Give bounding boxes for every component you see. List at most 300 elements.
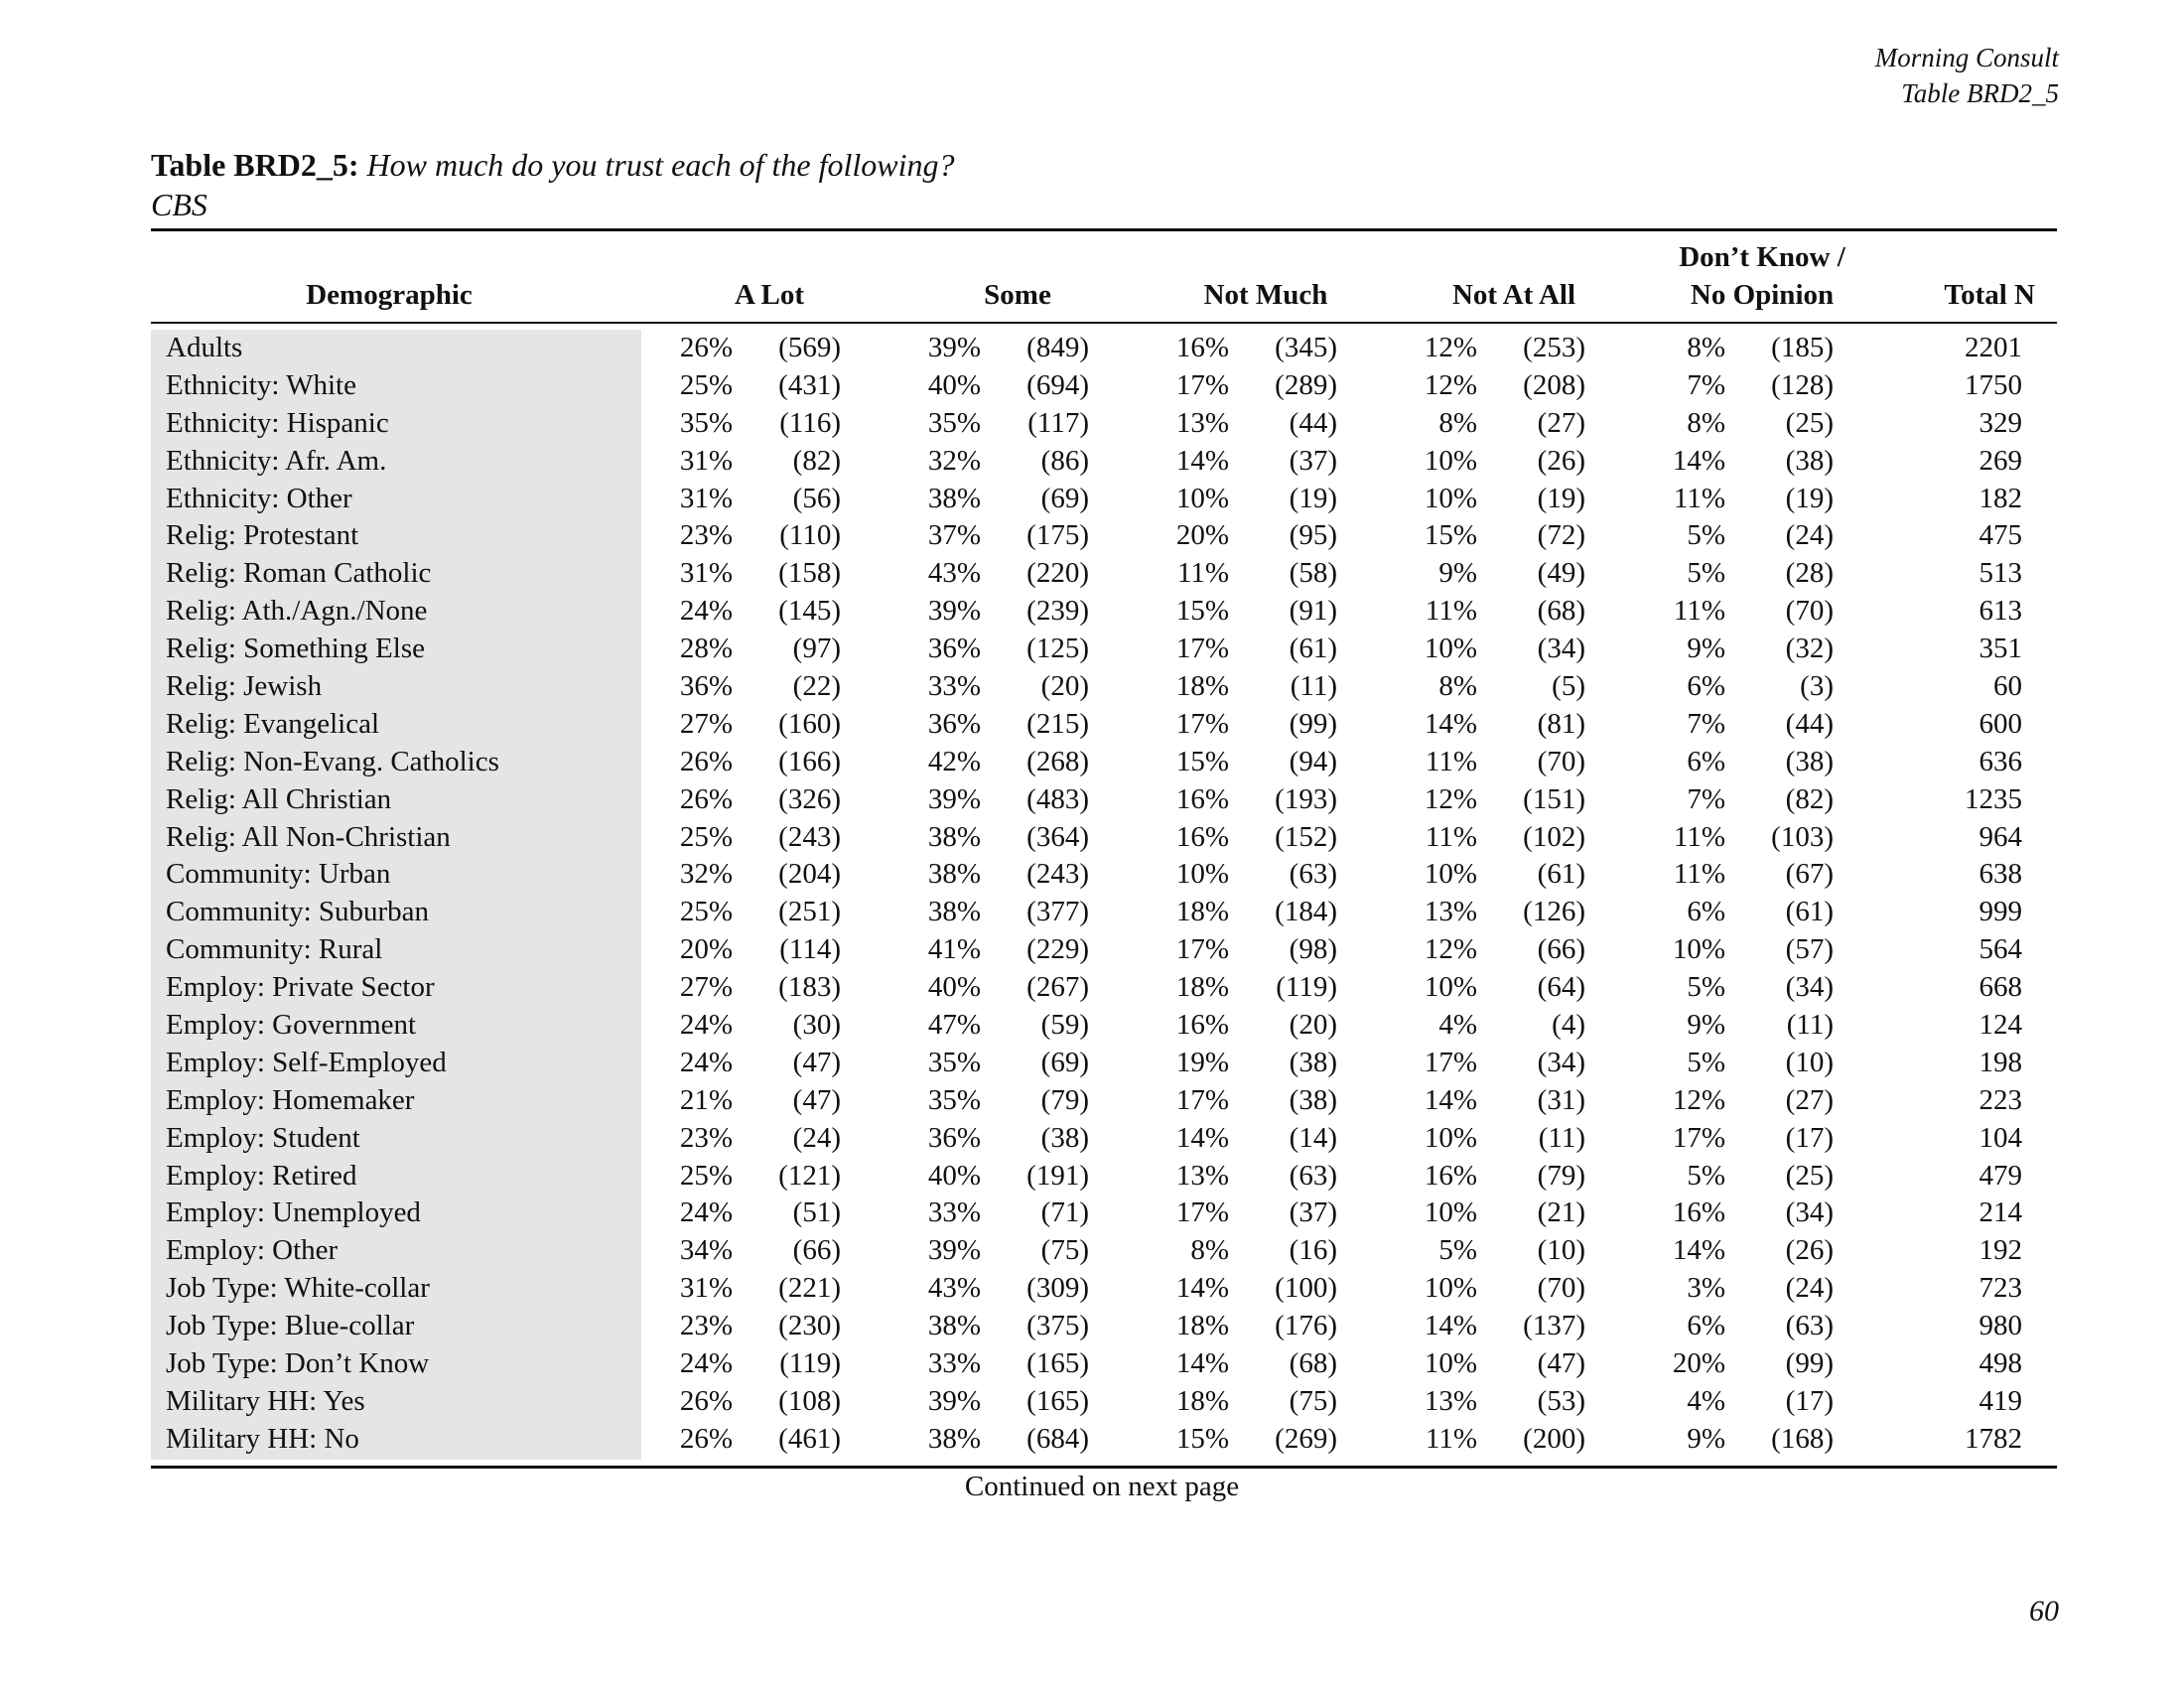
percent-cell: 39% bbox=[927, 782, 981, 815]
percent-cell: 8% bbox=[1687, 406, 1725, 439]
table-row bbox=[151, 781, 2057, 819]
percent-cell: 4% bbox=[1438, 1009, 1477, 1042]
percent-cell: 10% bbox=[1424, 1272, 1477, 1305]
count-cell: (151) bbox=[1523, 782, 1585, 815]
percent-cell: 40% bbox=[927, 368, 981, 401]
count-cell: (5) bbox=[1552, 670, 1585, 703]
percent-cell: 10% bbox=[1424, 482, 1477, 514]
count-cell: (145) bbox=[778, 595, 841, 628]
percent-cell: 13% bbox=[1424, 896, 1477, 928]
percent-cell: 11% bbox=[1425, 595, 1477, 628]
count-cell: (152) bbox=[1275, 820, 1337, 853]
percent-cell: 18% bbox=[1175, 971, 1229, 1004]
total-n-cell: 1750 bbox=[1965, 368, 2022, 401]
count-cell: (11) bbox=[1290, 670, 1337, 703]
table-row bbox=[151, 969, 2057, 1007]
percent-cell: 14% bbox=[1424, 1083, 1477, 1116]
percent-cell: 16% bbox=[1175, 332, 1229, 363]
count-cell: (22) bbox=[792, 670, 841, 703]
count-cell: (26) bbox=[1537, 444, 1585, 477]
percent-cell: 15% bbox=[1175, 595, 1229, 628]
percent-cell: 37% bbox=[927, 519, 981, 552]
col-dont-know bbox=[1648, 238, 1876, 314]
count-cell: (128) bbox=[1771, 368, 1834, 401]
row-label: Job Type: White-collar bbox=[166, 1272, 430, 1305]
count-cell: (64) bbox=[1537, 971, 1585, 1004]
percent-cell: 27% bbox=[679, 707, 733, 740]
count-cell: (94) bbox=[1289, 745, 1337, 777]
table-row bbox=[151, 1270, 2057, 1308]
percent-cell: 9% bbox=[1687, 633, 1725, 665]
percent-cell: 28% bbox=[679, 633, 733, 665]
count-cell: (24) bbox=[1785, 1272, 1834, 1305]
count-cell: (28) bbox=[1785, 557, 1834, 590]
count-cell: (103) bbox=[1771, 820, 1834, 853]
total-n-cell: 269 bbox=[1979, 444, 2022, 477]
percent-cell: 13% bbox=[1175, 1159, 1229, 1192]
count-cell: (82) bbox=[792, 444, 841, 477]
total-n-cell: 1235 bbox=[1965, 782, 2022, 815]
percent-cell: 24% bbox=[679, 1196, 733, 1229]
count-cell: (99) bbox=[1785, 1347, 1834, 1380]
percent-cell: 10% bbox=[1175, 482, 1229, 514]
count-cell: (220) bbox=[1026, 557, 1089, 590]
row-label: Relig: Protestant bbox=[166, 519, 359, 552]
table-row bbox=[151, 1082, 2057, 1120]
col-a-lot: A Lot bbox=[734, 279, 805, 311]
total-n-cell: 198 bbox=[1979, 1046, 2022, 1078]
percent-cell: 8% bbox=[1190, 1234, 1229, 1267]
percent-cell: 11% bbox=[1425, 745, 1477, 777]
percent-cell: 16% bbox=[1175, 820, 1229, 853]
total-n-cell: 564 bbox=[1979, 933, 2022, 966]
percent-cell: 41% bbox=[927, 933, 981, 966]
row-label: Employ: Retired bbox=[166, 1159, 357, 1192]
percent-cell: 33% bbox=[927, 1196, 981, 1229]
percent-cell: 17% bbox=[1175, 368, 1229, 401]
count-cell: (30) bbox=[792, 1009, 841, 1042]
total-n-cell: 223 bbox=[1979, 1083, 2022, 1116]
count-cell: (168) bbox=[1771, 1422, 1834, 1455]
table-id: Table BRD2_5 bbox=[1901, 78, 2059, 108]
percent-cell: 12% bbox=[1424, 782, 1477, 815]
percent-cell: 36% bbox=[927, 1121, 981, 1154]
percent-cell: 35% bbox=[927, 406, 981, 439]
count-cell: (215) bbox=[1026, 707, 1089, 740]
table-row bbox=[151, 593, 2057, 631]
percent-cell: 12% bbox=[1424, 368, 1477, 401]
row-label: Employ: Homemaker bbox=[166, 1083, 415, 1116]
count-cell: (56) bbox=[792, 482, 841, 514]
count-cell: (25) bbox=[1785, 406, 1834, 439]
table-row bbox=[151, 1045, 2057, 1082]
count-cell: (82) bbox=[1785, 782, 1834, 815]
count-cell: (849) bbox=[1026, 332, 1089, 363]
count-cell: (79) bbox=[1537, 1159, 1585, 1192]
percent-cell: 9% bbox=[1687, 1422, 1725, 1455]
table-row bbox=[151, 1345, 2057, 1383]
count-cell: (200) bbox=[1523, 1422, 1585, 1455]
percent-cell: 25% bbox=[679, 820, 733, 853]
count-cell: (34) bbox=[1537, 633, 1585, 665]
percent-cell: 27% bbox=[679, 971, 733, 1004]
percent-cell: 14% bbox=[1672, 1234, 1725, 1267]
count-cell: (38) bbox=[1040, 1121, 1089, 1154]
total-n-cell: 419 bbox=[1979, 1384, 2022, 1417]
title-subject: CBS bbox=[151, 187, 207, 222]
table-row bbox=[151, 405, 2057, 443]
count-cell: (61) bbox=[1537, 858, 1585, 891]
count-cell: (251) bbox=[778, 896, 841, 928]
total-n-cell: 2201 bbox=[1965, 332, 2022, 363]
count-cell: (483) bbox=[1026, 782, 1089, 815]
percent-cell: 10% bbox=[1424, 858, 1477, 891]
count-cell: (32) bbox=[1785, 633, 1834, 665]
count-cell: (19) bbox=[1537, 482, 1585, 514]
count-cell: (47) bbox=[792, 1046, 841, 1078]
percent-cell: 20% bbox=[1175, 519, 1229, 552]
row-label: Relig: Non-Evang. Catholics bbox=[166, 745, 499, 777]
count-cell: (71) bbox=[1040, 1196, 1089, 1229]
count-cell: (116) bbox=[779, 406, 841, 439]
percent-cell: 13% bbox=[1424, 1384, 1477, 1417]
percent-cell: 17% bbox=[1672, 1121, 1725, 1154]
count-cell: (166) bbox=[778, 745, 841, 777]
count-cell: (158) bbox=[778, 557, 841, 590]
count-cell: (81) bbox=[1537, 707, 1585, 740]
table-row bbox=[151, 819, 2057, 857]
total-n-cell: 980 bbox=[1979, 1310, 2022, 1342]
percent-cell: 26% bbox=[679, 745, 733, 777]
count-cell: (126) bbox=[1523, 896, 1585, 928]
count-cell: (11) bbox=[1538, 1121, 1585, 1154]
table-row bbox=[151, 517, 2057, 555]
count-cell: (38) bbox=[1289, 1046, 1337, 1078]
count-cell: (121) bbox=[778, 1159, 841, 1192]
count-cell: (119) bbox=[779, 1347, 841, 1380]
header-rule bbox=[151, 322, 2057, 324]
total-n-cell: 124 bbox=[1979, 1009, 2022, 1042]
count-cell: (63) bbox=[1785, 1310, 1834, 1342]
percent-cell: 10% bbox=[1672, 933, 1725, 966]
count-cell: (66) bbox=[792, 1234, 841, 1267]
count-cell: (239) bbox=[1026, 595, 1089, 628]
count-cell: (47) bbox=[792, 1083, 841, 1116]
percent-cell: 47% bbox=[927, 1009, 981, 1042]
percent-cell: 10% bbox=[1424, 971, 1477, 1004]
count-cell: (63) bbox=[1289, 858, 1337, 891]
percent-cell: 14% bbox=[1424, 1310, 1477, 1342]
row-label: Employ: Unemployed bbox=[166, 1196, 421, 1229]
percent-cell: 31% bbox=[679, 557, 733, 590]
percent-cell: 39% bbox=[927, 595, 981, 628]
page-number: 60 bbox=[2029, 1595, 2059, 1627]
data-table bbox=[151, 330, 2057, 1459]
count-cell: (57) bbox=[1785, 933, 1834, 966]
count-cell: (309) bbox=[1026, 1272, 1089, 1305]
count-cell: (58) bbox=[1289, 557, 1337, 590]
count-cell: (326) bbox=[778, 782, 841, 815]
total-n-cell: 192 bbox=[1979, 1234, 2022, 1267]
percent-cell: 5% bbox=[1687, 519, 1725, 552]
total-n-cell: 60 bbox=[1993, 670, 2022, 703]
count-cell: (117) bbox=[1027, 406, 1089, 439]
count-cell: (204) bbox=[778, 858, 841, 891]
total-n-cell: 600 bbox=[1979, 707, 2022, 740]
table-row bbox=[151, 706, 2057, 744]
percent-cell: 38% bbox=[927, 820, 981, 853]
table-row bbox=[151, 894, 2057, 931]
count-cell: (193) bbox=[1275, 782, 1337, 815]
count-cell: (68) bbox=[1289, 1347, 1337, 1380]
count-cell: (20) bbox=[1040, 670, 1089, 703]
count-cell: (184) bbox=[1275, 896, 1337, 928]
percent-cell: 12% bbox=[1424, 933, 1477, 966]
percent-cell: 5% bbox=[1687, 971, 1725, 1004]
row-label: Relig: Jewish bbox=[166, 670, 323, 703]
count-cell: (24) bbox=[792, 1121, 841, 1154]
percent-cell: 16% bbox=[1175, 1009, 1229, 1042]
row-label: Adults bbox=[166, 332, 243, 363]
percent-cell: 5% bbox=[1438, 1234, 1477, 1267]
percent-cell: 6% bbox=[1687, 1310, 1725, 1342]
total-n-cell: 964 bbox=[1979, 820, 2022, 853]
count-cell: (97) bbox=[792, 633, 841, 665]
percent-cell: 14% bbox=[1672, 444, 1725, 477]
count-cell: (98) bbox=[1289, 933, 1337, 966]
total-n-cell: 475 bbox=[1979, 519, 2022, 552]
row-label: Ethnicity: Afr. Am. bbox=[166, 444, 387, 477]
count-cell: (20) bbox=[1289, 1009, 1337, 1042]
top-rule bbox=[151, 228, 2057, 231]
count-cell: (125) bbox=[1026, 633, 1089, 665]
count-cell: (694) bbox=[1026, 368, 1089, 401]
row-label: Relig: All Christian bbox=[166, 782, 392, 815]
percent-cell: 18% bbox=[1175, 670, 1229, 703]
count-cell: (160) bbox=[778, 707, 841, 740]
percent-cell: 24% bbox=[679, 1046, 733, 1078]
percent-cell: 5% bbox=[1687, 1159, 1725, 1192]
count-cell: (345) bbox=[1275, 332, 1337, 363]
percent-cell: 17% bbox=[1175, 707, 1229, 740]
percent-cell: 21% bbox=[679, 1083, 733, 1116]
table-row bbox=[151, 481, 2057, 518]
table-row bbox=[151, 330, 2057, 367]
percent-cell: 10% bbox=[1424, 633, 1477, 665]
count-cell: (176) bbox=[1275, 1310, 1337, 1342]
total-n-cell: 329 bbox=[1979, 406, 2022, 439]
percent-cell: 35% bbox=[927, 1083, 981, 1116]
count-cell: (70) bbox=[1537, 745, 1585, 777]
count-cell: (31) bbox=[1537, 1083, 1585, 1116]
percent-cell: 38% bbox=[927, 1310, 981, 1342]
count-cell: (119) bbox=[1276, 971, 1337, 1004]
row-label: Job Type: Blue-collar bbox=[166, 1310, 415, 1342]
percent-cell: 3% bbox=[1687, 1272, 1725, 1305]
percent-cell: 12% bbox=[1424, 332, 1477, 363]
col-demographic: Demographic bbox=[306, 279, 473, 311]
count-cell: (38) bbox=[1785, 444, 1834, 477]
count-cell: (175) bbox=[1026, 519, 1089, 552]
count-cell: (72) bbox=[1537, 519, 1585, 552]
count-cell: (16) bbox=[1289, 1234, 1337, 1267]
table-row bbox=[151, 1308, 2057, 1345]
count-cell: (34) bbox=[1785, 971, 1834, 1004]
count-cell: (44) bbox=[1785, 707, 1834, 740]
percent-cell: 39% bbox=[927, 1234, 981, 1267]
count-cell: (114) bbox=[779, 933, 841, 966]
count-cell: (61) bbox=[1785, 896, 1834, 928]
col-not-much: Not Much bbox=[1203, 279, 1328, 311]
report-header bbox=[1875, 40, 2059, 111]
percent-cell: 11% bbox=[1673, 858, 1725, 891]
count-cell: (91) bbox=[1289, 595, 1337, 628]
percent-cell: 42% bbox=[927, 745, 981, 777]
count-cell: (11) bbox=[1786, 1009, 1834, 1042]
percent-cell: 15% bbox=[1424, 519, 1477, 552]
row-label: Relig: All Non-Christian bbox=[166, 820, 451, 853]
count-cell: (3) bbox=[1800, 670, 1834, 703]
table-row bbox=[151, 555, 2057, 593]
percent-cell: 17% bbox=[1424, 1046, 1477, 1078]
count-cell: (208) bbox=[1523, 368, 1585, 401]
percent-cell: 38% bbox=[927, 858, 981, 891]
col-dont-know-line1: Don’t Know / bbox=[1679, 241, 1845, 273]
count-cell: (185) bbox=[1771, 332, 1834, 363]
count-cell: (69) bbox=[1040, 482, 1089, 514]
total-n-cell: 636 bbox=[1979, 745, 2022, 777]
percent-cell: 11% bbox=[1673, 595, 1725, 628]
percent-cell: 10% bbox=[1175, 858, 1229, 891]
percent-cell: 17% bbox=[1175, 933, 1229, 966]
percent-cell: 38% bbox=[927, 1422, 981, 1455]
count-cell: (70) bbox=[1537, 1272, 1585, 1305]
percent-cell: 8% bbox=[1438, 670, 1477, 703]
percent-cell: 7% bbox=[1687, 707, 1725, 740]
col-dont-know-line2: No Opinion bbox=[1690, 279, 1835, 311]
count-cell: (37) bbox=[1289, 444, 1337, 477]
percent-cell: 24% bbox=[679, 1009, 733, 1042]
count-cell: (63) bbox=[1289, 1159, 1337, 1192]
percent-cell: 7% bbox=[1687, 368, 1725, 401]
percent-cell: 7% bbox=[1687, 782, 1725, 815]
row-label: Employ: Private Sector bbox=[166, 971, 435, 1004]
percent-cell: 23% bbox=[679, 1121, 733, 1154]
count-cell: (59) bbox=[1040, 1009, 1089, 1042]
percent-cell: 11% bbox=[1673, 482, 1725, 514]
count-cell: (75) bbox=[1040, 1234, 1089, 1267]
total-n-cell: 638 bbox=[1979, 858, 2022, 891]
col-some: Some bbox=[984, 279, 1051, 311]
count-cell: (66) bbox=[1537, 933, 1585, 966]
count-cell: (26) bbox=[1785, 1234, 1834, 1267]
table-row bbox=[151, 1158, 2057, 1196]
total-n-cell: 351 bbox=[1979, 633, 2022, 665]
count-cell: (38) bbox=[1289, 1083, 1337, 1116]
count-cell: (14) bbox=[1289, 1121, 1337, 1154]
table-row bbox=[151, 744, 2057, 781]
percent-cell: 36% bbox=[927, 633, 981, 665]
percent-cell: 43% bbox=[927, 557, 981, 590]
title-label: Table BRD2_5: bbox=[151, 147, 359, 183]
count-cell: (110) bbox=[779, 519, 841, 552]
percent-cell: 19% bbox=[1175, 1046, 1229, 1078]
count-cell: (37) bbox=[1289, 1196, 1337, 1229]
percent-cell: 24% bbox=[679, 595, 733, 628]
row-label: Community: Suburban bbox=[166, 896, 430, 928]
percent-cell: 25% bbox=[679, 896, 733, 928]
percent-cell: 14% bbox=[1175, 1272, 1229, 1305]
percent-cell: 20% bbox=[1672, 1347, 1725, 1380]
count-cell: (100) bbox=[1275, 1272, 1337, 1305]
percent-cell: 13% bbox=[1175, 406, 1229, 439]
percent-cell: 15% bbox=[1175, 1422, 1229, 1455]
count-cell: (108) bbox=[778, 1384, 841, 1417]
count-cell: (230) bbox=[778, 1310, 841, 1342]
percent-cell: 10% bbox=[1424, 444, 1477, 477]
total-n-cell: 613 bbox=[1979, 595, 2022, 628]
percent-cell: 43% bbox=[927, 1272, 981, 1305]
count-cell: (61) bbox=[1289, 633, 1337, 665]
percent-cell: 40% bbox=[927, 971, 981, 1004]
percent-cell: 11% bbox=[1425, 1422, 1477, 1455]
row-label: Relig: Ath./Agn./None bbox=[166, 595, 428, 628]
count-cell: (53) bbox=[1537, 1384, 1585, 1417]
table-row bbox=[151, 1232, 2057, 1270]
count-cell: (19) bbox=[1289, 482, 1337, 514]
percent-cell: 31% bbox=[679, 482, 733, 514]
percent-cell: 9% bbox=[1438, 557, 1477, 590]
count-cell: (34) bbox=[1785, 1196, 1834, 1229]
percent-cell: 12% bbox=[1672, 1083, 1725, 1116]
percent-cell: 39% bbox=[927, 1384, 981, 1417]
row-label: Military HH: No bbox=[166, 1422, 359, 1455]
percent-cell: 18% bbox=[1175, 1310, 1229, 1342]
percent-cell: 16% bbox=[1672, 1196, 1725, 1229]
count-cell: (4) bbox=[1552, 1009, 1585, 1042]
table-row bbox=[151, 1421, 2057, 1459]
count-cell: (289) bbox=[1275, 368, 1337, 401]
percent-cell: 35% bbox=[927, 1046, 981, 1078]
percent-cell: 35% bbox=[679, 406, 733, 439]
table-row bbox=[151, 631, 2057, 668]
percent-cell: 18% bbox=[1175, 1384, 1229, 1417]
percent-cell: 10% bbox=[1424, 1196, 1477, 1229]
count-cell: (51) bbox=[792, 1196, 841, 1229]
total-n-cell: 668 bbox=[1979, 971, 2022, 1004]
count-cell: (102) bbox=[1523, 820, 1585, 853]
percent-cell: 14% bbox=[1175, 1347, 1229, 1380]
count-cell: (268) bbox=[1026, 745, 1089, 777]
percent-cell: 6% bbox=[1687, 745, 1725, 777]
table-row bbox=[151, 668, 2057, 706]
row-label: Ethnicity: White bbox=[166, 368, 356, 401]
row-label: Military HH: Yes bbox=[166, 1384, 365, 1417]
percent-cell: 15% bbox=[1175, 745, 1229, 777]
percent-cell: 6% bbox=[1687, 896, 1725, 928]
count-cell: (221) bbox=[778, 1272, 841, 1305]
count-cell: (461) bbox=[778, 1422, 841, 1455]
percent-cell: 6% bbox=[1687, 670, 1725, 703]
count-cell: (99) bbox=[1289, 707, 1337, 740]
percent-cell: 26% bbox=[679, 332, 733, 363]
percent-cell: 36% bbox=[927, 707, 981, 740]
percent-cell: 11% bbox=[1673, 820, 1725, 853]
count-cell: (269) bbox=[1275, 1422, 1337, 1455]
count-cell: (377) bbox=[1026, 896, 1089, 928]
percent-cell: 14% bbox=[1175, 444, 1229, 477]
percent-cell: 24% bbox=[679, 1347, 733, 1380]
